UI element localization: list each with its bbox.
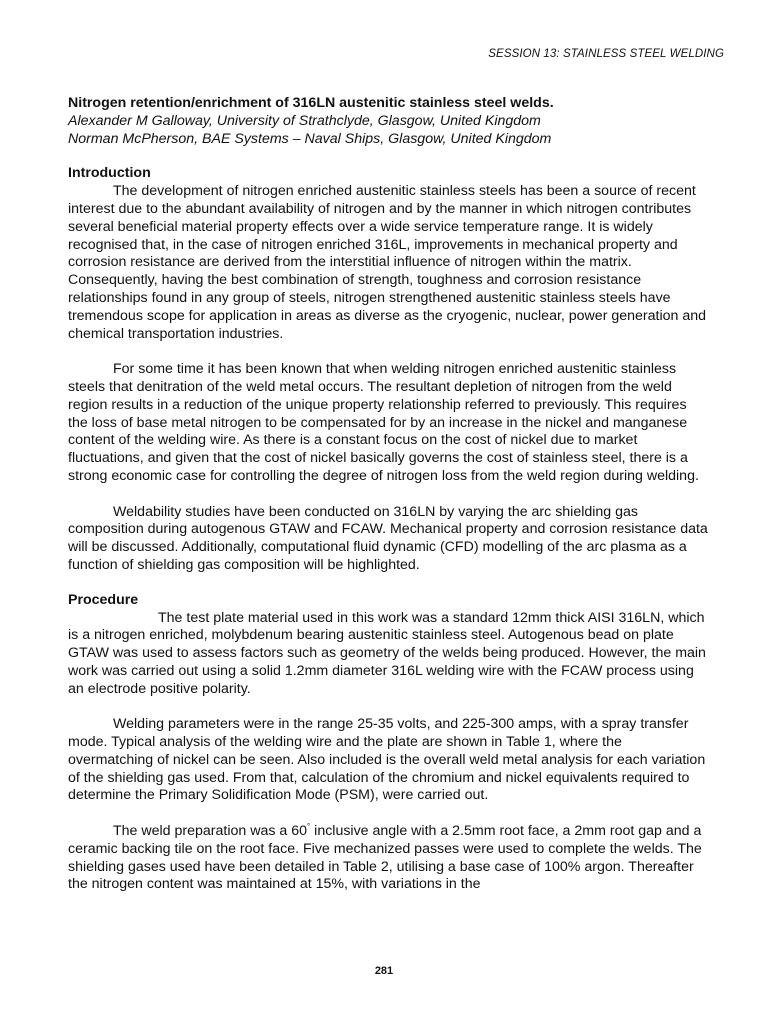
paragraph-text: The weld preparation was a 60 (113, 823, 308, 840)
degree-symbol: ° (307, 822, 311, 832)
paragraph: Weldability studies have been conducted on 316LN by varying the arc shielding gas composition during autogenous GTAW and FCAW. Mechanical property and corrosion resistance data will be discussed. Additionally, computational fluid dynamic (CFD) modelling of the arc plasma as a function of shielding gas composition will be highlighted. (68, 503, 708, 573)
paragraph (68, 823, 708, 894)
paragraph-text: inclusive angle with a 2.5mm root face, a 2mm root gap and a ceramic backing tile on the root face. Five mechanized passes were used to complete the welds. The shielding gases used have been detailed in Table 2, utilising a base case of 100% argon. Thereafter the nitrogen content was maintained at 15%, with variations in the (68, 823, 702, 893)
paragraph: The test plate material used in this work was a standard 12mm thick AISI 316LN, which is a nitrogen enriched, molybdenum bearing austenitic stainless steel. Autogenous bead on plate GTAW was used to assess factors such as geometry of the welds being produced. However, the main work was carried out using a solid 1.2mm diameter 316L welding wire with the FCAW process using an electrode positive polarity. (68, 609, 706, 697)
page-number: 281 (374, 965, 394, 977)
paper-title: Nitrogen retention/enrichment of 316LN austenitic stainless steel welds. (68, 95, 554, 111)
running-header: SESSION 13: STAINLESS STEEL WELDING (488, 48, 724, 60)
section-heading-procedure: Procedure (68, 591, 139, 608)
paragraph: The development of nitrogen enriched austenitic stainless steels has been a source of recent interest due to the abundant availability of nitrogen and by the manner in which nitrogen contributes several beneficial material property effects over a wide service temperature range. It is widely recognised that, in the case of nitrogen enriched 316L, improvements in mechanical property and corrosion resistance are derived from the interstitial influence of nitrogen within the matrix. Consequently, having the best combination of strength, toughness and corrosion resistance relationships found in any group of steels, nitrogen strengthened austenitic stainless steels have tremendous scope for application in areas as diverse as the cryogenic, nuclear, power generation and chemical transportation industries. (68, 183, 707, 342)
author-line: Norman McPherson, BAE Systems – Naval Ships, Glasgow, United Kingdom (68, 130, 552, 147)
paragraph: Welding parameters were in the range 25-35 volts, and 225-300 amps, with a spray transfer mode. Typical analysis of the welding wire and the plate are shown in Table 1, where the overmatching of nickel can be seen. Also included is the overall weld metal analysis for each variation of the shielding gas used. From that, calculation of the chromium and nickel equivalents required to determine the Primary Solidification Mode (PSM), were carried out. (68, 716, 706, 804)
paragraph: For some time it has been known that when welding nitrogen enriched austenitic stainless steels that denitration of the weld metal occurs. The resultant depletion of nitrogen from the weld region results in a reduction of the unique property relationship referred to previously. This requires the loss of base metal nitrogen to be compensated for by an increase in the nickel and manganese content of the welding wire. As there is a constant focus on the cost of nickel due to market fluctuations, and given that the cost of nickel basically governs the cost of stainless steel, there is a strong economic case for controlling the degree of nitrogen loss from the weld region during welding. (68, 361, 699, 484)
page-content (68, 95, 708, 894)
author-line: Alexander M Galloway, University of Strathclyde, Glasgow, United Kingdom (68, 112, 541, 129)
section-heading-introduction: Introduction (68, 165, 151, 182)
